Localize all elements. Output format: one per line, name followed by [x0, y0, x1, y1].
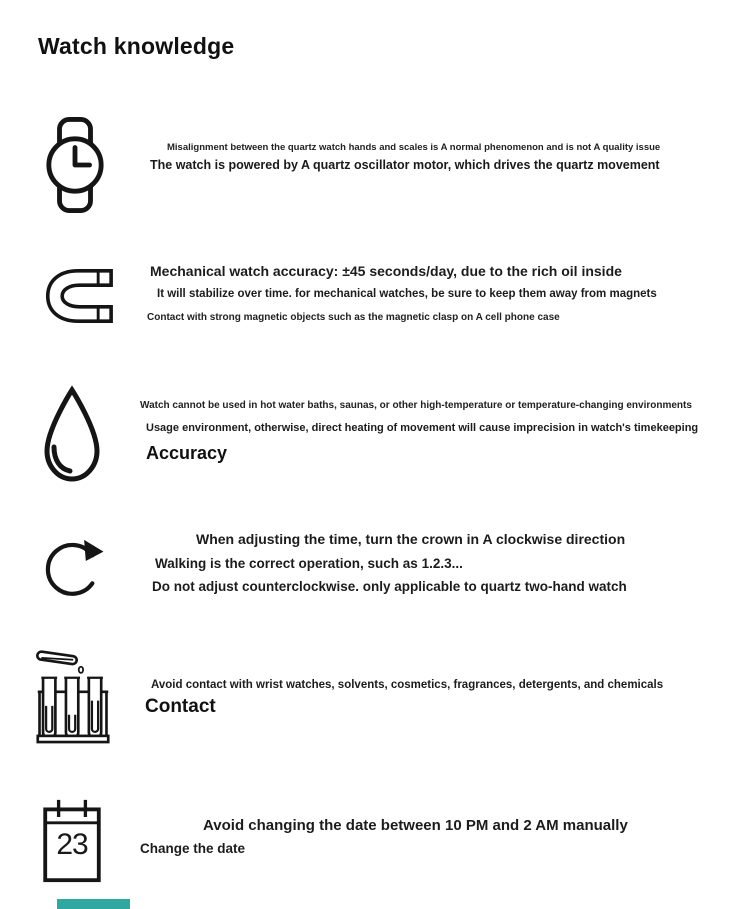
- page-title: Watch knowledge: [38, 33, 235, 59]
- calendar-day: 23: [56, 828, 88, 861]
- rotate-clockwise-icon: [42, 527, 106, 605]
- change-date-label: Change the date: [140, 841, 246, 856]
- temperature-note-2: Usage environment, otherwise, direct heating of movement will cause imprecision in watch's timekeeping: [146, 422, 699, 434]
- date-note: Avoid changing the date between 10 PM and 2 AM manually: [203, 817, 628, 834]
- temperature-note-1: Watch cannot be used in hot water baths, saunas, or other high-temperature or temperature-changing environments: [140, 400, 692, 411]
- watch-note-small: Misalignment between the quartz watch hands and scales is A normal phenomenon and is not A quality issue: [167, 142, 661, 153]
- accuracy-heading: Accuracy: [146, 443, 228, 463]
- magnet-note-stabilize: It will stabilize over time. for mechanical watches, be sure to keep them away from magnets: [157, 288, 657, 300]
- watch-icon: [44, 116, 106, 214]
- accent-bar: [57, 899, 130, 909]
- magnet-note-accuracy: Mechanical watch accuracy: ±45 seconds/day, due to the rich oil inside: [150, 263, 622, 279]
- crown-note-1: When adjusting the time, turn the crown in A clockwise direction: [196, 531, 626, 547]
- watch-note-main: The watch is powered by A quartz oscillator motor, which drives the quartz movement: [150, 158, 660, 172]
- chemical-note: Avoid contact with wrist watches, solvents, cosmetics, fragrances, detergents, and chemicals: [151, 679, 664, 691]
- magnet-icon: [42, 266, 114, 326]
- crown-note-3: Do not adjust counterclockwise. only applicable to quartz two-hand watch: [152, 579, 627, 594]
- magnet-note-contact: Contact with strong magnetic objects such as the magnetic clasp on A cell phone case: [147, 312, 560, 323]
- contact-heading: Contact: [145, 696, 216, 717]
- crown-note-2: Walking is the correct operation, such as 1.2.3...: [155, 556, 463, 571]
- chemicals-icon: [36, 648, 110, 748]
- water-drop-icon: [40, 383, 104, 487]
